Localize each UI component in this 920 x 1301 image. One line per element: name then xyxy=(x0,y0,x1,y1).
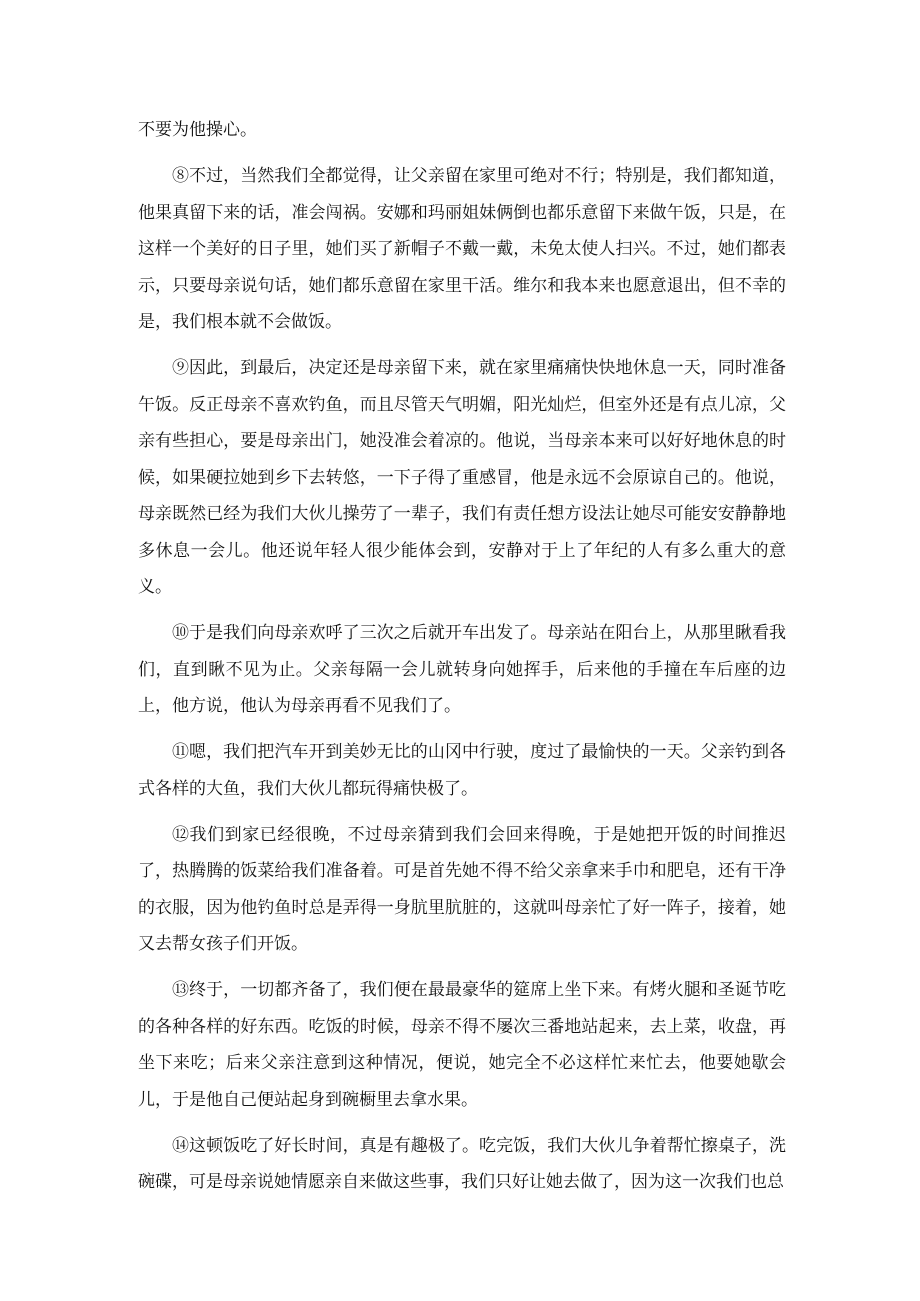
paragraph-9: ⑨因此，到最后，决定还是母亲留下来，就在家里痛痛快快地休息一天，同时准备午饭。反正母亲不喜欢钓鱼，而且尽管天气明媚，阳光灿烂，但室外还是有点儿凉，父亲有些担心，要是母亲出门，她没准会着凉的。他说，当母亲本来可以好好地休息的时候，如果硬拉她到乡下去转悠，一下子得了重感冒，他是永远不会原谅自己的。他说，母亲既然已经为我们大伙儿操劳了一辈子，我们有责任想方设法让她尽可能安安静静地多休息一会儿。他还说年轻人很少能体会到，安静对于上了年纪的人有多么重大的意义。 xyxy=(138,358,786,597)
paragraph-14: ⑭这顿饭吃了好长时间，真是有趣极了。吃完饭，我们大伙儿争着帮忙擦桌子，洗碗碟，可是母亲说她情愿亲自来做这些事，我们只好让她去做了，因为这一次我们也总 xyxy=(138,1135,786,1192)
paragraph-continued: 不要为他操心。 xyxy=(138,120,257,140)
paragraph-11: ⑪嗯，我们把汽车开到美妙无比的山冈中行驶，度过了最愉快的一天。父亲钓到各式各样的大鱼，我们大伙儿都玩得痛快极了。 xyxy=(138,742,786,799)
paragraph-10: ⑩于是我们向母亲欢呼了三次之后就开车出发了。母亲站在阳台上，从那里瞅看我们，直到瞅不见为止。父亲每隔一会儿就转身向她挥手，后来他的手撞在车后座的边上，他方说，他认为母亲再看不见我们了。 xyxy=(138,623,786,716)
paragraph-12: ⑫我们到家已经很晚，不过母亲猜到我们会回来得晚，于是她把开饭的时间推迟了，热腾腾的饭菜给我们准备着。可是首先她不得不给父亲拿来手巾和肥皂，还有干净的衣服，因为他钓鱼时总是弄得一身肮里肮脏的，这就叫母亲忙了好一阵子，接着，她又去帮女孩子们开饭。 xyxy=(138,824,786,954)
body-text xyxy=(138,112,786,1210)
paragraph-13: ⑬终于，一切都齐备了，我们便在最最豪华的筵席上坐下来。有烤火腿和圣诞节吃的各种各样的好东西。吃饭的时候，母亲不得不屡次三番地站起来，去上菜，收盘，再坐下来吃；后来父亲注意到这种情况，便说，她完全不必这样忙来忙去，他要她歇会儿，于是他自己便站起身到碗橱里去拿水果。 xyxy=(138,980,786,1110)
paragraph-8: ⑧不过，当然我们全都觉得，让父亲留在家里可绝对不行；特别是，我们都知道，他果真留下来的话，准会闯祸。安娜和玛丽姐妹俩倒也都乐意留下来做午饭，只是，在这样一个美好的日子里，她们买了新帽子不戴一戴，未免太使人扫兴。不过，她们都表示，只要母亲说句话，她们都乐意留在家里干活。维尔和我本来也愿意退出，但不幸的是，我们根本就不会做饭。 xyxy=(138,166,786,332)
